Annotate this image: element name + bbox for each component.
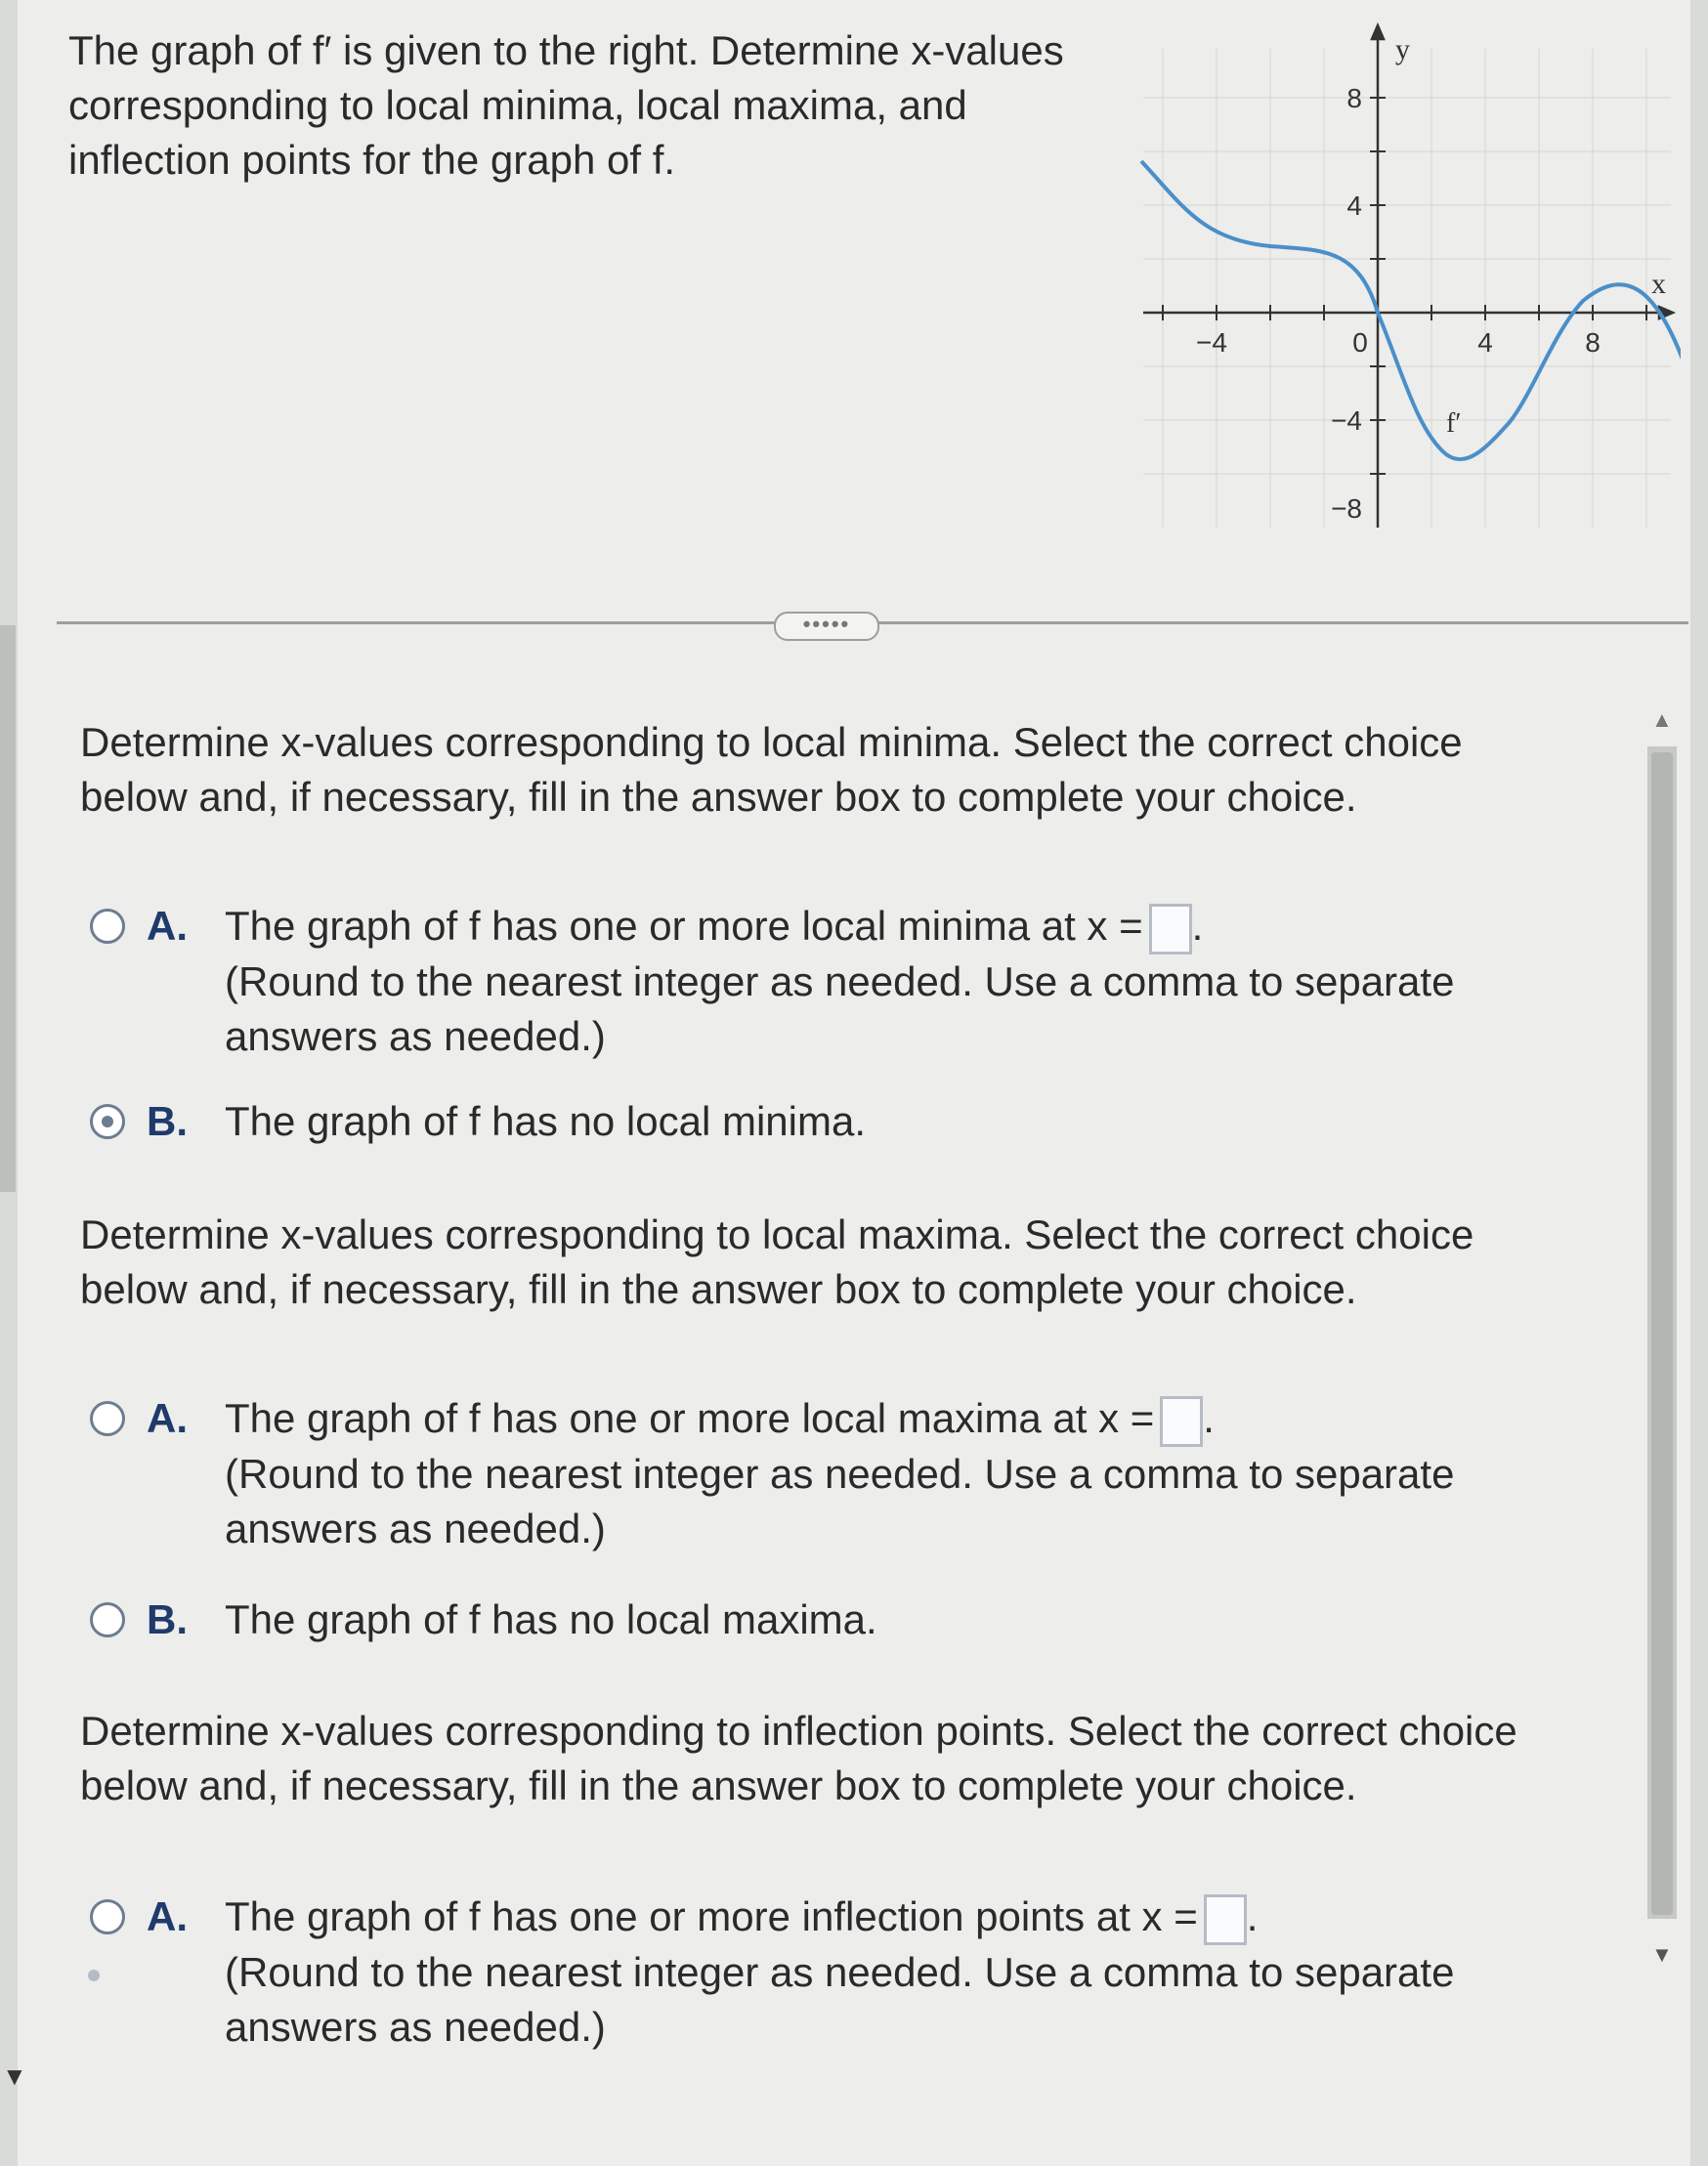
minima-choice-b[interactable] [90,1094,1516,1149]
scroll-up-arrow-icon[interactable]: ▲ [1651,707,1673,732]
maxima-choice-a-text: The graph of f has one or more local maxima at x = . (Round to the nearest integer as needed. Use a comma to separate answers as needed.) [225,1391,1515,1556]
minima-choice-a-note-2: answers as needed.) [225,1012,606,1059]
minima-choice-b-text: The graph of f has no local minima. [225,1098,867,1144]
inflection-prompt-line-1: Determine x-values corresponding to inflection points. Select the correct choice [80,1708,1517,1754]
minima-answer-input[interactable] [1149,904,1192,955]
x-axis-label: x [1651,268,1666,300]
inflection-choice-a-radio[interactable] [90,1899,125,1934]
inflection-choice-a-note-1: (Round to the nearest integer as needed. Use a comma to separate [225,1948,1455,1995]
inflection-answer-input[interactable] [1204,1894,1247,1945]
inflection-choice-a[interactable] [90,1890,1516,2056]
maxima-prompt [80,1208,1565,1317]
minima-choice-a-radio[interactable] [90,909,125,944]
f-prime-curve [1141,161,1681,459]
x-tick-label-0: 0 [1352,327,1368,358]
question-line-3: inflection points for the graph of f. [68,137,676,183]
x-tick-label-8: 8 [1585,327,1601,358]
curve-label: f′ [1446,408,1462,439]
x-tick-label-neg4: −4 [1196,327,1227,358]
scrollbar-thumb[interactable] [1651,752,1673,1915]
graph-gridlines [1143,49,1671,528]
question-line-2: corresponding to local minima, local maxima, and [68,82,967,128]
maxima-choice-a-note-1: (Round to the nearest integer as needed. Use a comma to separate [225,1450,1455,1497]
inflection-choice-a-note-2: answers as needed.) [225,2003,606,2050]
maxima-choice-b-text: The graph of f has no local maxima. [225,1596,877,1642]
maxima-prompt-line-2: below and, if necessary, fill in the answer box to complete your choice. [80,1266,1357,1312]
maxima-choice-a[interactable] [90,1391,1516,1557]
y-tick-label-4: 4 [1346,191,1362,221]
question-text [68,23,1104,188]
inflection-choice-a-statement: The graph of f has one or more inflection points at x = [225,1893,1198,1939]
left-scroll-edge [0,625,16,1192]
maxima-choice-a-letter: A. [147,1395,188,1441]
x-tick-label-4: 4 [1477,327,1493,358]
minima-choice-a-letter: A. [147,903,188,949]
maxima-choice-b-letter: B. [147,1596,188,1642]
minima-choice-b-radio[interactable] [90,1104,125,1139]
y-axis-label: y [1395,33,1410,65]
minima-prompt [80,715,1565,825]
question-line-1: The graph of f′ is given to the right. Determine x-values [68,27,1064,73]
maxima-choice-a-radio[interactable] [90,1401,125,1436]
more-options-button[interactable]: ••••• [774,612,879,641]
graph-ticks [1163,98,1646,474]
inflection-prompt-line-2: below and, if necessary, fill in the answer box to complete your choice. [80,1763,1357,1808]
maxima-choice-a-statement: The graph of f has one or more local maxima at x = [225,1395,1155,1441]
scroll-down-arrow-icon[interactable]: ▼ [1651,1942,1673,1967]
graph-axes [1143,25,1673,528]
minima-choice-a-statement: The graph of f has one or more local minima at x = [225,903,1143,949]
minima-choice-b-letter: B. [147,1098,188,1144]
y-tick-label-neg8: −8 [1331,493,1362,524]
inflection-prompt [80,1704,1565,1813]
minima-prompt-line-2: below and, if necessary, fill in the answer box to complete your choice. [80,774,1357,820]
minima-choice-a[interactable] [90,899,1516,1065]
maxima-answer-input[interactable] [1160,1396,1203,1447]
maxima-choice-a-note-2: answers as needed.) [225,1505,606,1551]
minima-choice-a-text: The graph of f has one or more local minima at x = . (Round to the nearest integer as needed. Use a comma to separate answers as needed.) [225,899,1515,1064]
inflection-choice-a-text: The graph of f has one or more inflection points at x = . (Round to the nearest integer as needed. Use a comma to separate answers as needed.) [225,1890,1515,2055]
y-tick-label-neg4: −4 [1331,405,1362,436]
minima-choice-a-note-1: (Round to the nearest integer as needed. Use a comma to separate [225,957,1455,1004]
minima-prompt-line-1: Determine x-values corresponding to local minima. Select the correct choice [80,719,1463,765]
left-down-arrow-icon[interactable]: ▼ [2,2061,27,2091]
bullet-dot [88,1970,100,1981]
inflection-choice-a-letter: A. [147,1893,188,1939]
f-prime-graph [1124,20,1681,537]
maxima-choice-b-radio[interactable] [90,1602,125,1637]
maxima-prompt-line-1: Determine x-values corresponding to local maxima. Select the correct choice [80,1211,1474,1257]
y-tick-label-8: 8 [1346,83,1362,113]
maxima-choice-b[interactable] [90,1593,1516,1647]
